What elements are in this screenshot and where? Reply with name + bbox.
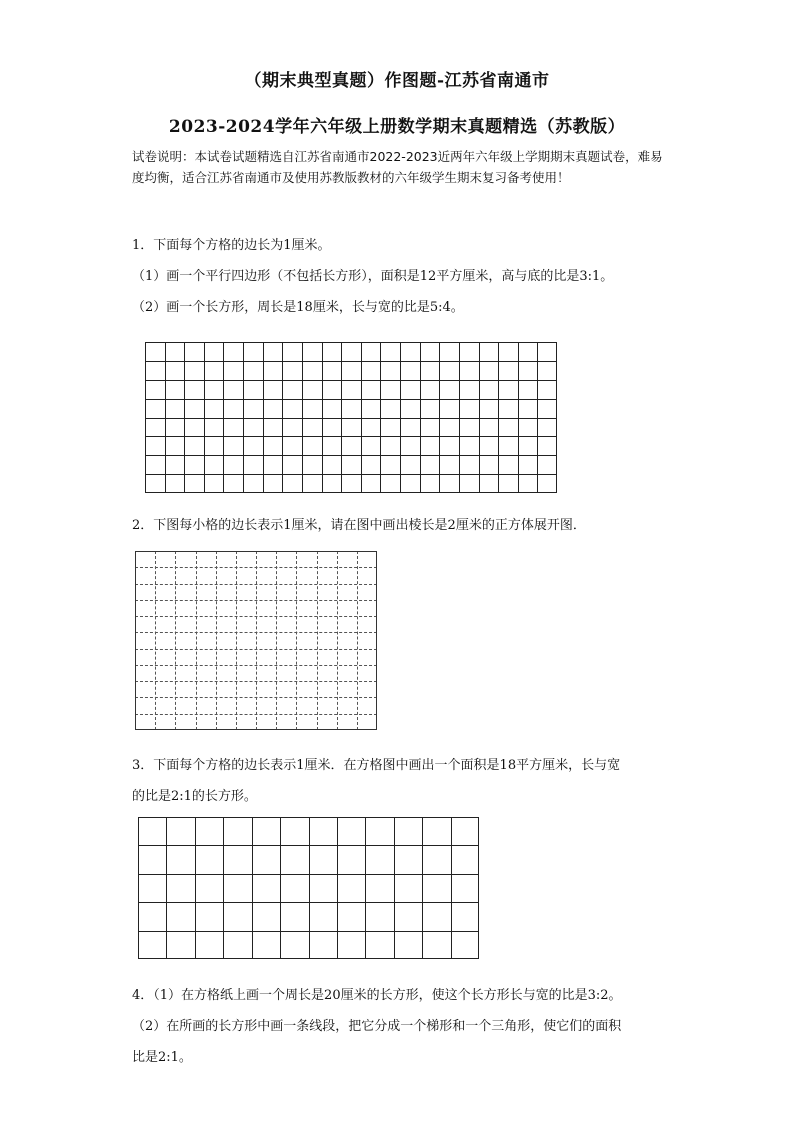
grid-horizontal-line — [145, 436, 557, 437]
grid-horizontal-line — [145, 455, 557, 456]
grid-vertical-line — [223, 817, 224, 959]
grid-vertical-line — [166, 817, 167, 959]
question-4-part-2-line-2: 比是2:1。 — [132, 1050, 192, 1065]
grid-frame — [135, 551, 377, 730]
grid-horizontal-line — [138, 845, 479, 846]
grid-horizontal-line — [145, 380, 557, 381]
grid-horizontal-line — [145, 361, 557, 362]
grid-horizontal-line — [138, 958, 479, 959]
grid-horizontal-line — [138, 874, 479, 875]
grid-vertical-line — [365, 817, 366, 959]
question-4-part-1: 4．（1）在方格纸上画一个周长是20厘米的长方形，使这个长方形长与宽的比是3:2。 — [132, 988, 622, 1003]
grid-horizontal-line — [145, 492, 557, 493]
page-title-line2: 2023-2024学年六年级上册数学期末真题精选（苏教版） — [168, 117, 626, 137]
question-1-part-2: （2）画一个长方形，周长是18厘米，长与宽的比是5:4。 — [132, 300, 464, 315]
grid-horizontal-line — [145, 342, 557, 343]
grid-horizontal-line — [145, 399, 557, 400]
question-1-grid[interactable] — [145, 342, 557, 493]
grid-horizontal-line — [145, 474, 557, 475]
grid-horizontal-line — [145, 418, 557, 419]
grid-vertical-line — [309, 817, 310, 959]
grid-vertical-line — [451, 817, 452, 959]
question-3-stem-line-2: 的比是2:1的长方形。 — [132, 789, 257, 804]
grid-vertical-line — [252, 817, 253, 959]
question-1-part-1: （1）画一个平行四边形（不包括长方形），面积是12平方厘米，高与底的比是3:1。 — [132, 269, 614, 284]
grid-vertical-line — [422, 817, 423, 959]
question-1-stem: 1．下面每个方格的边长为1厘米。 — [132, 238, 331, 253]
question-3-grid[interactable] — [138, 817, 479, 959]
grid-horizontal-line — [138, 902, 479, 903]
question-3-stem-line-1: 3．下面每个方格的边长表示1厘米．在方格图中画出一个面积是18平方厘米，长与宽 — [132, 758, 621, 773]
grid-vertical-line — [478, 817, 479, 959]
grid-vertical-line — [337, 817, 338, 959]
question-2-stem: 2．下图每小格的边长表示1厘米，请在图中画出棱长是2厘米的正方体展开图． — [132, 518, 586, 533]
grid-horizontal-line — [138, 931, 479, 932]
question-4-part-2-line-1: （2）在所画的长方形中画一条线段，把它分成一个梯形和一个三角形，使它们的面积 — [132, 1019, 622, 1034]
exam-description: 试卷说明：本试卷试题精选自江苏省南通市2022-2023近两年六年级上学期期末真题试卷，难易度均衡，适合江苏省南通市及使用苏教版教材的六年级学生期末复习备考使用！ — [132, 149, 663, 185]
grid-vertical-line — [394, 817, 395, 959]
question-2-grid[interactable] — [135, 551, 377, 730]
grid-horizontal-line — [138, 817, 479, 818]
grid-vertical-line — [195, 817, 196, 959]
grid-vertical-line — [280, 817, 281, 959]
page-title-line1: （期末典型真题）作图题-江苏省南通市 — [244, 71, 550, 91]
grid-vertical-line — [138, 817, 139, 959]
